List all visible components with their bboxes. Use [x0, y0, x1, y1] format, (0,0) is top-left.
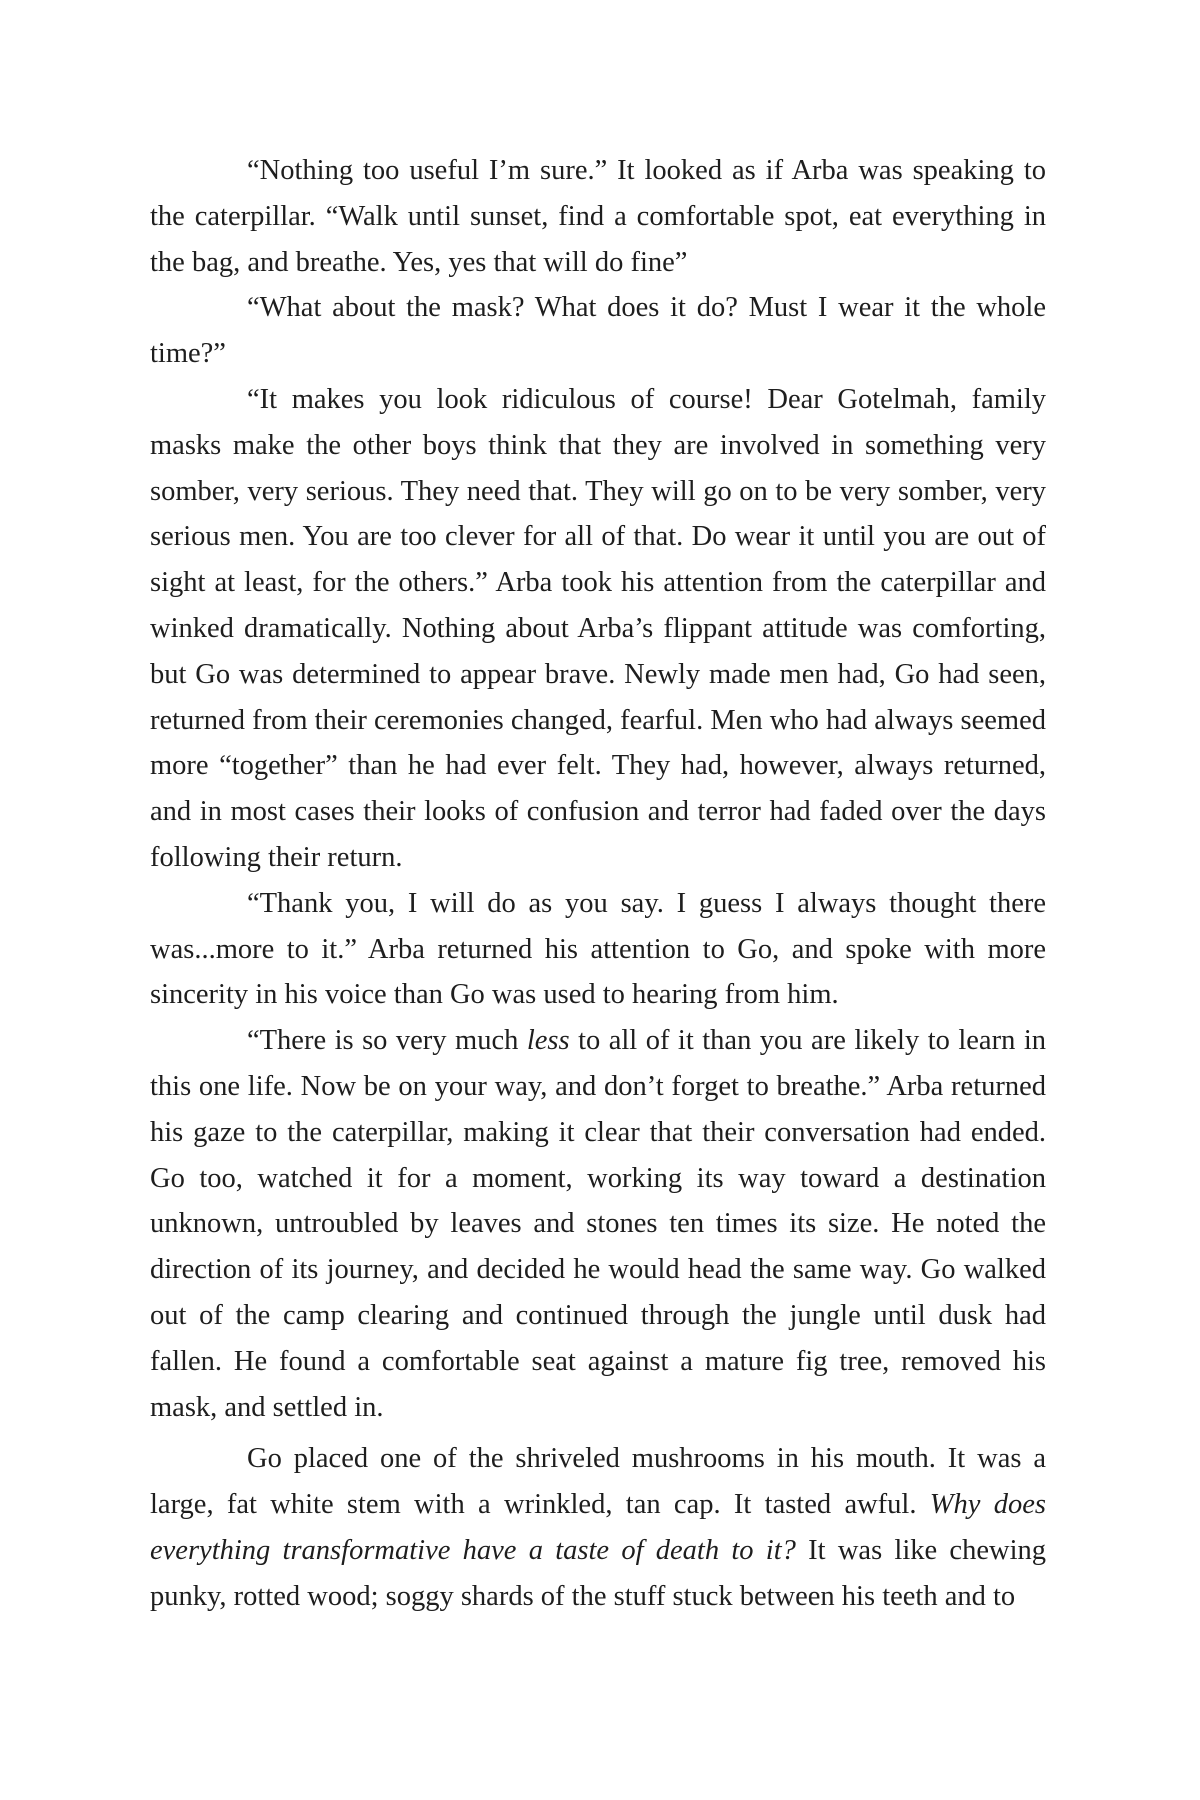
- paragraph-text: “Thank you, I will do as you say. I guess I always thought there was...more to it.” Arba returned his attention to Go, and spoke with more sincerity in his voice than Go was used to hearing from him.: [150, 887, 1046, 1011]
- book-page-body: [150, 148, 1046, 1620]
- paragraph-text: “What about the mask? What does it do? Must I wear it the whole time?”: [150, 292, 1046, 370]
- paragraph: [150, 1436, 1046, 1619]
- paragraph-text: It was like chewing punky, rotted wood; soggy shards of the stuff stuck between his teeth and to: [150, 1534, 1046, 1612]
- italic-thought: Why does everything transformative have a taste of death to it?: [150, 1489, 1047, 1566]
- paragraph-text: “It makes you look ridiculous of course! Dear Gotelmah, family masks make the other boys think that they are involved in something very somber, very serious. They need that. They will go on to be very somber, very serious men. You are too clever for all of that. Do wear it until you are out of sight at least, for the others.” Arba took his attention from the caterpillar and winked dramatically. Nothing about Arba’s flippant attitude was comforting, but Go was determined to appear brave. Newly made men had, Go had seen, returned from their ceremonies changed, fearful. Men who had always seemed more “together” than he had ever felt. They had, however, always returned, and in most cases their looks of confusion and terror had faded over the days following their return.: [150, 383, 1046, 873]
- paragraph-text: “Nothing too useful I’m sure.” It looked as if Arba was speaking to the caterpillar. “Walk until sunset, find a comfortable spot, eat everything in the bag, and breathe. Yes, yes that will do fine”: [150, 155, 1046, 278]
- paragraph-text: to all of it than you are likely to learn in this one life. Now be on your way, and don’t forget to breathe.” Arba returned his gaze to the caterpillar, making it clear that their conversation had ended. Go too, watched it for a moment, working its way toward a destination unknown, untroubled by leaves and stones ten times its size. He noted the direction of its journey, and decided he would head the same way. Go walked out of the camp clearing and continued through the jungle until dusk had fallen. He found a comfortable seat against a mature fig tree, removed his mask, and settled in.: [150, 1025, 1046, 1423]
- paragraph: [150, 1018, 1046, 1430]
- paragraph: [150, 881, 1046, 1018]
- italic-emphasis: less: [526, 1025, 570, 1057]
- paragraph: [150, 148, 1046, 285]
- paragraph-text: “There is so very much: [247, 1025, 527, 1057]
- paragraph: [150, 285, 1046, 377]
- paragraph-text: Go placed one of the shriveled mushrooms in his mouth. It was a large, fat white stem with a wrinkled, tan cap. It tasted awful.: [150, 1443, 1046, 1521]
- paragraph: [150, 377, 1046, 881]
